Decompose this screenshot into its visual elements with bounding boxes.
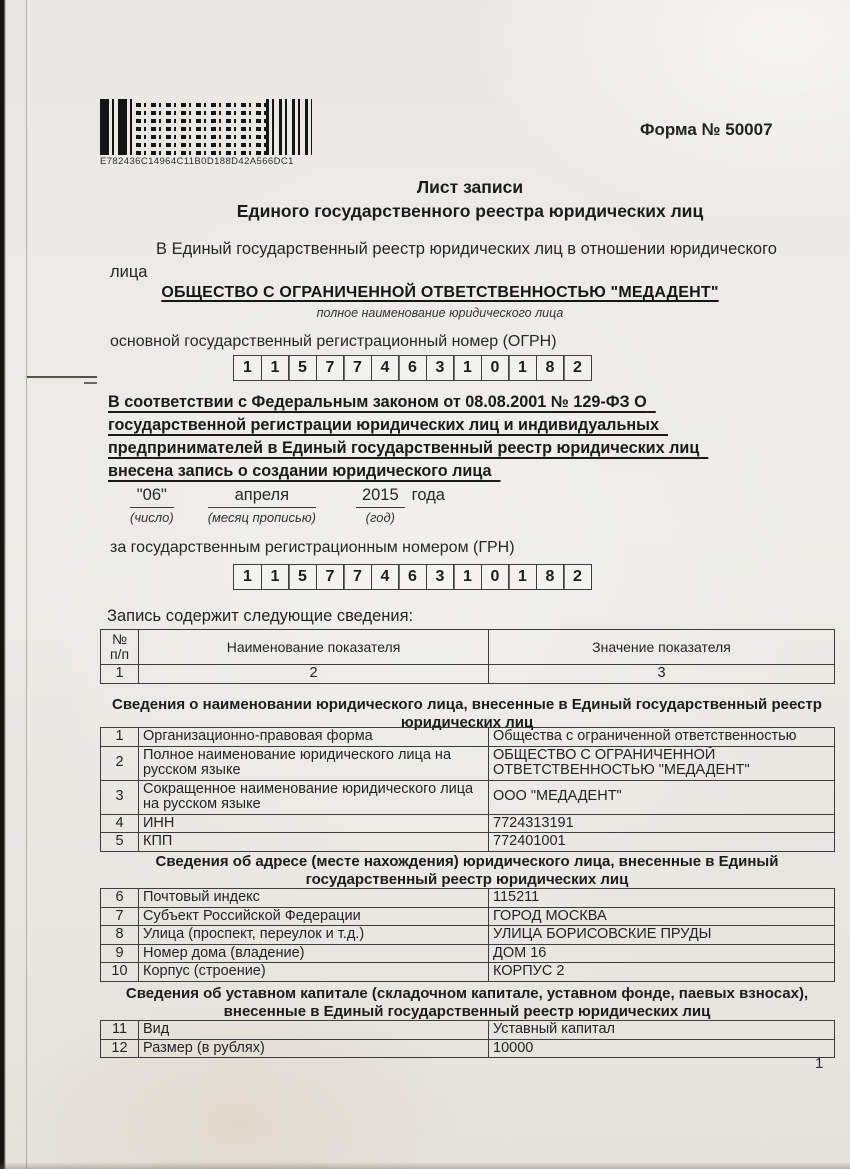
digit-cell: 3 [426,564,455,590]
row-value: 7724313191 [489,814,835,833]
table-row [101,1039,835,1058]
row-value: КОРПУС 2 [489,963,835,982]
digit-cell: 4 [371,355,400,381]
row-name: Субъект Российской Федерации [139,907,489,926]
row-name: КПП [139,833,489,852]
row-num: 7 [101,907,139,926]
section-heading-capital: Сведения об уставном капитале (складочном капитале, уставном фонде, паевых взносах), внесенные в Единый государственный реестр юридических лиц [125,985,809,1020]
ogrn-label: основной государственный регистрационный номер (ОГРН) [110,333,557,350]
barcode-right-bars [266,99,312,155]
table-row [101,780,835,814]
date-year-label: (год) [365,510,395,525]
company-name-caption: полное наименование юридического лица [316,306,564,320]
digit-cell: 1 [233,564,262,590]
date-month-field [208,486,316,525]
table-header-row [101,630,835,665]
row-name: Организационно-правовая форма [139,728,489,747]
law-line-1: В соответствии с Федеральным законом от 08.08.2001 № 129-ФЗ О [108,393,647,411]
digit-cell: 1 [453,564,482,590]
digit-cell: 8 [536,355,565,381]
row-name: Улица (проспект, переулок и т.д.) [139,926,489,945]
digit-cell: 8 [536,564,565,590]
law-line-3: предпринимателей в Единый государственный реестр юридических лиц [108,439,700,457]
row-value: ООО "МЕДАДЕНТ" [489,780,835,814]
header-num-cell [101,630,139,665]
row-num: 11 [101,1021,139,1040]
date-year-value: 2015 [356,486,405,508]
index-cell-1: 1 [101,665,139,684]
row-num: 12 [101,1039,139,1058]
scan-artifact-dash [84,382,97,384]
table-column-headers [100,629,835,684]
row-name: ИНН [139,814,489,833]
table-row [101,944,835,963]
table-row [101,728,835,747]
row-num: 4 [101,814,139,833]
table-row [101,889,835,908]
law-line-2: государственной регистрации юридических лиц и индивидуальных [108,416,660,434]
table-row [101,1021,835,1040]
page-number: 1 [815,1055,824,1072]
intro-line-1: В Единый государственный реестр юридических лиц в отношении юридического [156,240,777,258]
digit-cell: 7 [343,564,372,590]
law-line-4: внесена запись о создании юридического лица [108,462,492,480]
row-value: ОБЩЕСТВО С ОГРАНИЧЕННОЙ ОТВЕТСТВЕННОСТЬЮ "МЕДАДЕНТ" [489,746,835,780]
scan-bottom-edge-shadow [0,1162,850,1169]
date-day-field [130,486,174,525]
digit-cell: 1 [453,355,482,381]
row-value: 772401001 [489,833,835,852]
record-intro: Запись содержит следующие сведения: [107,607,414,625]
document-title [110,175,830,223]
title-line-2: Единого государственного реестра юридических лиц [236,201,704,221]
grn-label: за государственным регистрационным номером (ГРН) [110,539,515,556]
row-value: 115211 [489,889,835,908]
digit-cell: 2 [563,564,592,590]
digit-cell: 2 [563,355,592,381]
table-index-row [101,665,835,684]
row-value: ГОРОД МОСКВА [489,907,835,926]
digit-cell: 1 [508,564,537,590]
date-year-field [356,486,445,525]
row-num: 10 [101,963,139,982]
row-num: 5 [101,833,139,852]
digit-cell: 3 [426,355,455,381]
section-heading-address: Сведения об адресе (месте нахождения) юридического лица, внесенные в Единый государственный реестр юридических лиц [155,853,779,888]
table-capital-info [100,1020,835,1058]
grn-digit-boxes [233,564,592,590]
digit-cell: 5 [288,564,317,590]
digit-cell: 0 [481,564,510,590]
row-num: 2 [101,746,139,780]
date-month-label: (месяц прописью) [207,510,316,525]
intro-line-2: лица [110,263,148,281]
header-num-bottom: п/п [109,646,130,662]
index-cell-2: 2 [139,665,489,684]
digit-cell: 5 [288,355,317,381]
record-date [130,486,445,525]
table-row [101,746,835,780]
digit-cell: 7 [316,355,345,381]
digit-cell: 1 [261,355,290,381]
barcode-bars [100,99,312,155]
table-row [101,926,835,945]
form-number: Форма № 50007 [640,120,773,139]
digit-cell: 1 [261,564,290,590]
header-name-cell: Наименование показателя [139,630,489,665]
row-value: 10000 [489,1039,835,1058]
digit-cell: 1 [233,355,262,381]
digit-cell: 7 [316,564,345,590]
digit-cell: 4 [371,564,400,590]
company-block [110,284,770,320]
digit-cell: 1 [508,355,537,381]
header-value-cell: Значение показателя [489,630,835,665]
title-line-1: Лист записи [416,177,524,197]
table-row [101,833,835,852]
row-name: Полное наименование юридического лица на русском языке [139,746,489,780]
date-year-inner [356,486,405,525]
scan-artifact-dash [27,376,97,378]
table-address-info [100,888,835,982]
row-value: УЛИЦА БОРИСОВСКИЕ ПРУДЫ [489,926,835,945]
barcode-2d [100,99,312,167]
digit-cell: 6 [398,564,427,590]
row-name: Сокращенное наименование юридического лица на русском языке [139,780,489,814]
date-day-value: "06" [130,486,174,508]
row-value: Уставный капитал [489,1021,835,1040]
barcode-left-bars [100,99,136,155]
row-name: Почтовый индекс [139,889,489,908]
table-row [101,963,835,982]
date-month-value: апреля [208,486,316,508]
row-num: 6 [101,889,139,908]
intro-paragraph [110,238,840,284]
row-name: Вид [139,1021,489,1040]
barcode-code-text: E782436C14964C11B0D188D42A566DC1 [100,156,294,167]
row-num: 3 [101,780,139,814]
company-name: ОБЩЕСТВО С ОГРАНИЧЕННОЙ ОТВЕТСТВЕННОСТЬЮ "МЕДАДЕНТ" [161,284,719,301]
row-name: Корпус (строение) [139,963,489,982]
table-row [101,814,835,833]
table-row [101,907,835,926]
table-name-info [100,727,835,852]
index-cell-3: 3 [489,665,835,684]
scan-left-edge-shadow [0,0,6,1169]
barcode-matrix [136,99,266,155]
digit-cell: 6 [398,355,427,381]
digit-cell: 7 [343,355,372,381]
row-num: 8 [101,926,139,945]
row-name: Размер (в рублях) [139,1039,489,1058]
row-name: Номер дома (владение) [139,944,489,963]
section-heading-name: Сведения о наименовании юридического лица, внесенные в Единый государственный реестр юридических лиц [112,696,822,731]
ogrn-digit-boxes [233,355,592,381]
row-value: Общества с ограниченной ответственностью [489,728,835,747]
row-num: 1 [101,728,139,747]
law-paragraph [108,391,844,483]
date-day-label: (число) [130,510,174,525]
row-num: 9 [101,944,139,963]
header-num-top: № [111,631,128,647]
date-year-suffix: года [411,486,445,504]
page-margin-line [26,0,27,1169]
row-value: ДОМ 16 [489,944,835,963]
digit-cell: 0 [481,355,510,381]
